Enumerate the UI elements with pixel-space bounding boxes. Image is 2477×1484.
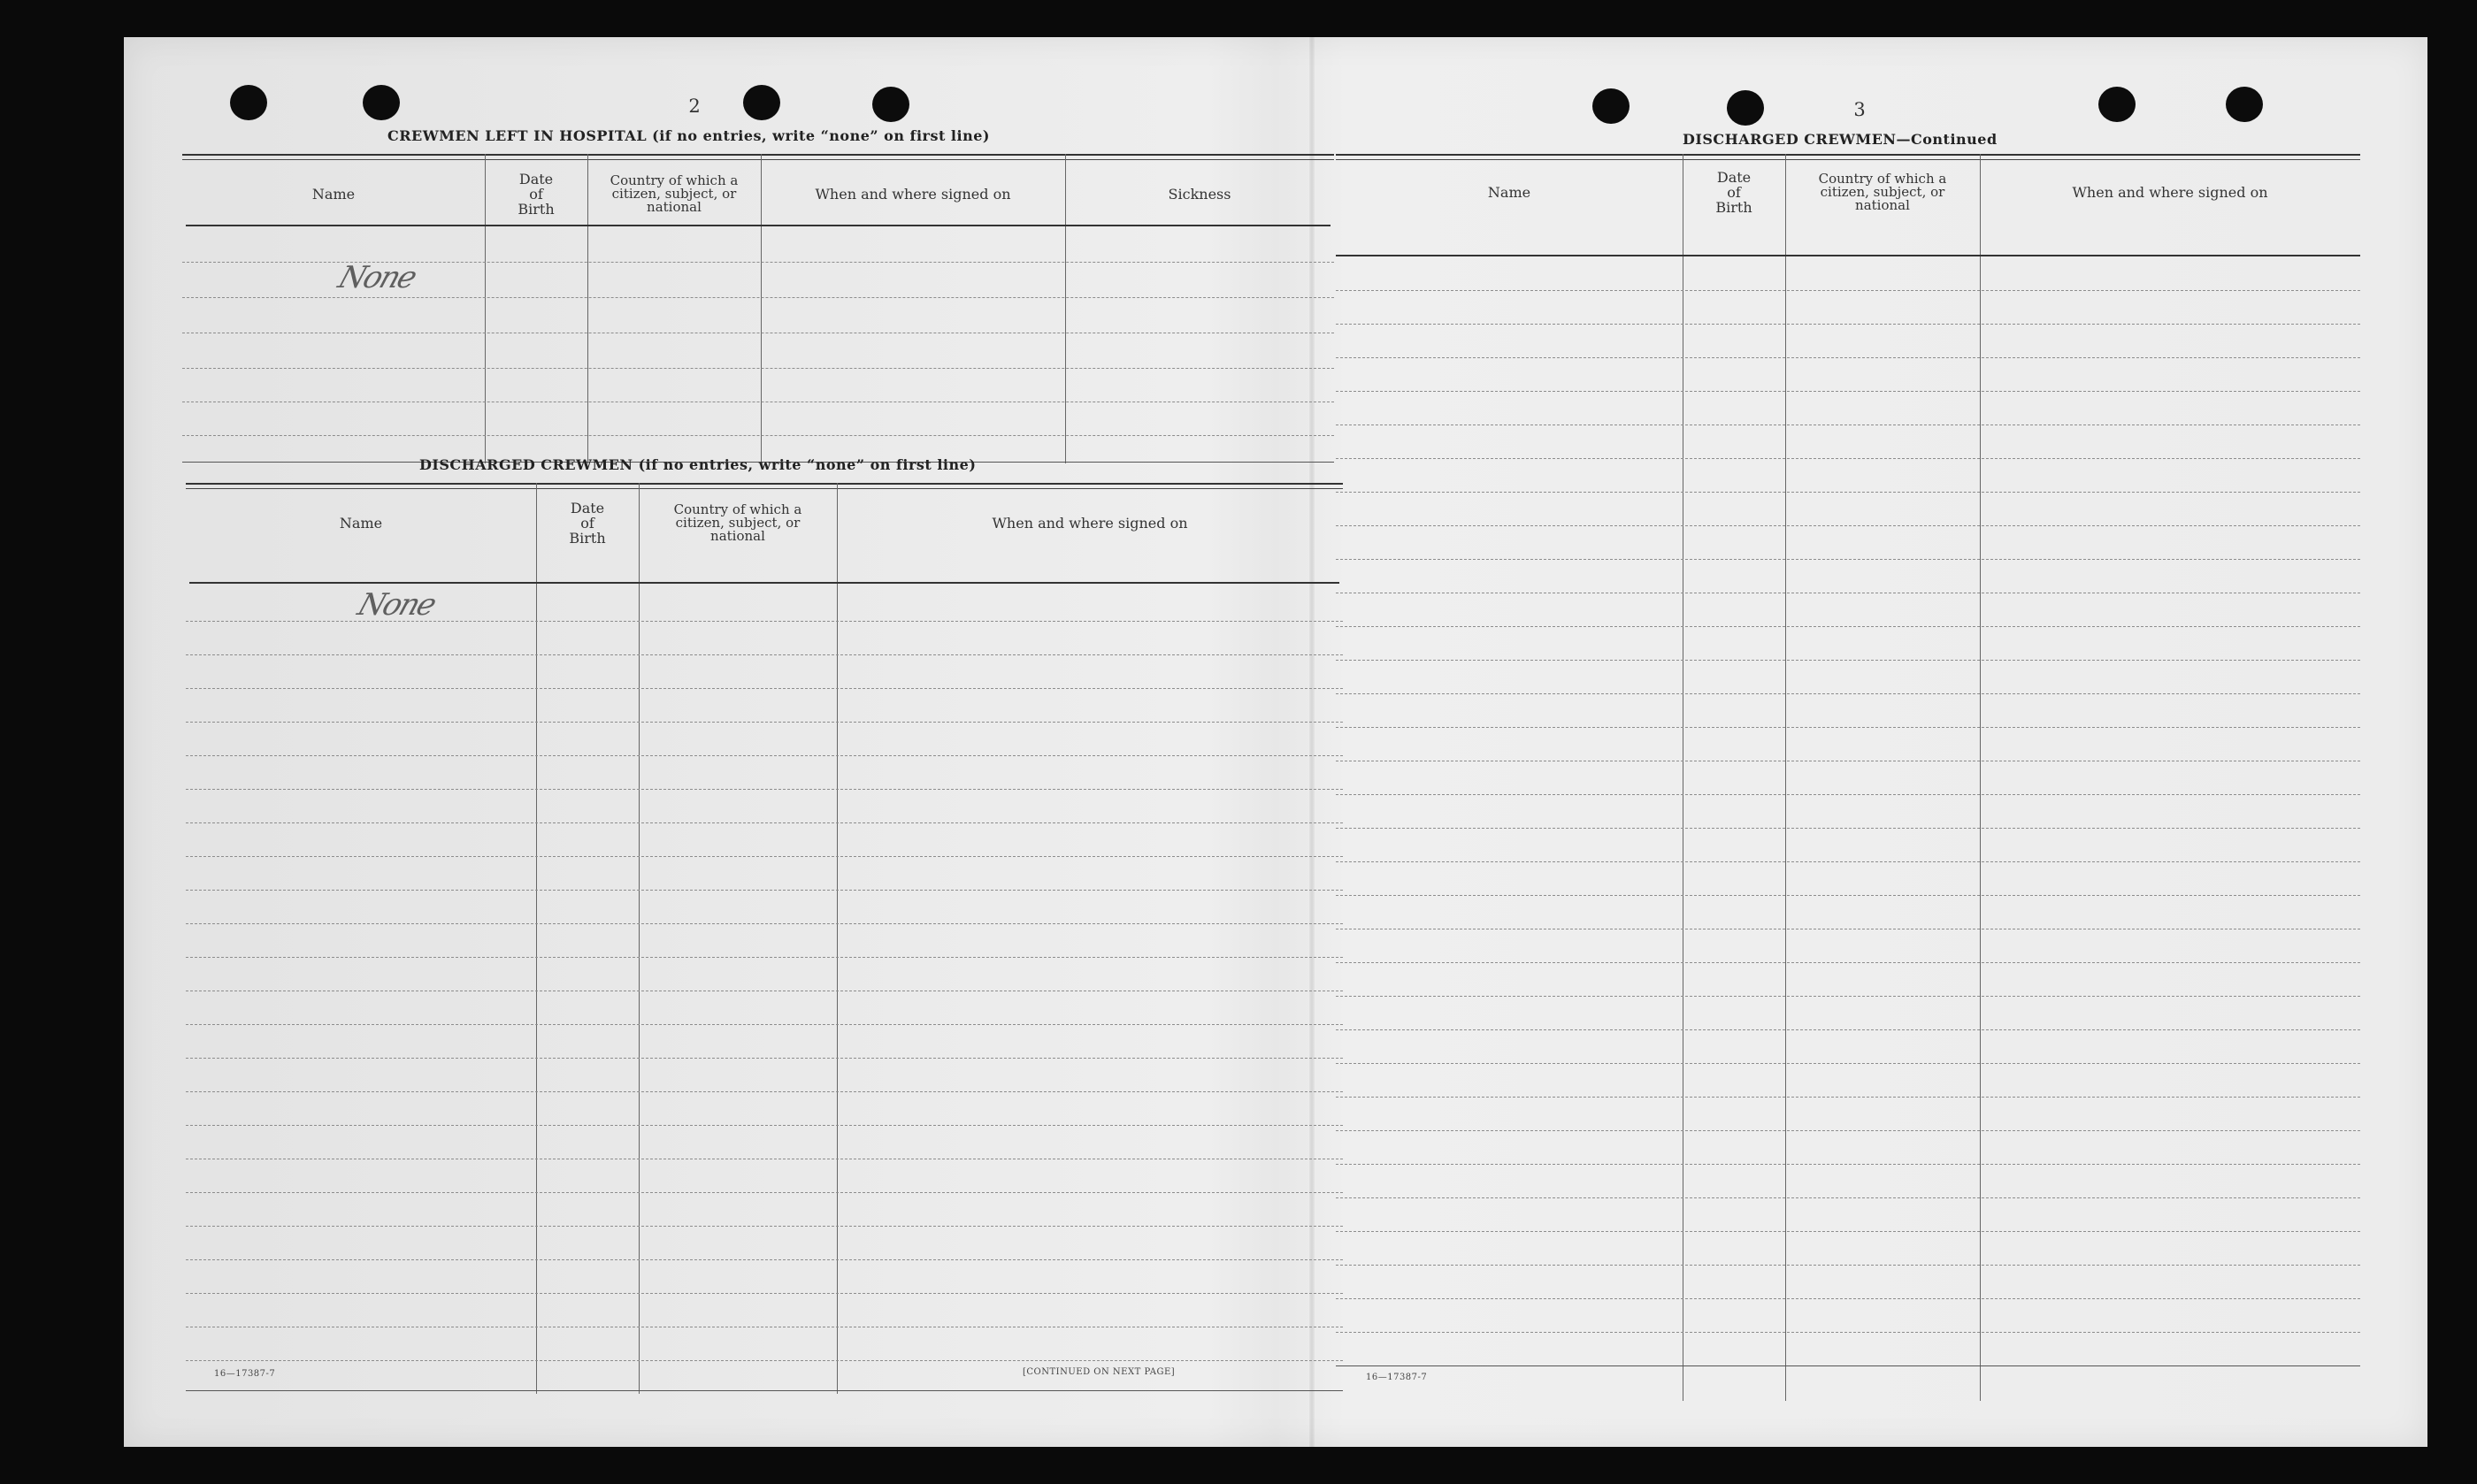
table-row — [1336, 357, 2360, 358]
table-row — [1336, 1063, 2360, 1064]
table-row — [1336, 727, 2360, 728]
table-row — [186, 890, 1343, 891]
table-row — [186, 789, 1343, 790]
hospital-table — [182, 154, 1334, 463]
table-row — [1336, 290, 2360, 291]
punch-hole-8 — [2226, 87, 2263, 122]
form-number-right: 16—17387-7 — [1366, 1373, 1428, 1382]
table-row — [186, 856, 1343, 857]
discharged-continued-table — [1336, 154, 2360, 1401]
col-header-when-where: When and where signed on — [992, 514, 1188, 532]
continued-note: [CONTINUED ON NEXT PAGE] — [1023, 1367, 1176, 1377]
table-row — [1336, 1332, 2360, 1333]
table-row — [186, 1125, 1343, 1126]
discharged-table — [186, 483, 1343, 1394]
table-row — [1336, 391, 2360, 392]
col-header-name: Name — [1487, 183, 1531, 201]
table-row — [182, 368, 1334, 369]
col-header-when-where: When and where signed on — [2072, 183, 2268, 201]
punch-hole-2 — [363, 85, 400, 120]
table-row — [1336, 1097, 2360, 1098]
table-row — [186, 1024, 1343, 1025]
col-header-name: Name — [339, 514, 383, 532]
col-header-country: Country of which a citizen, subject, or national — [1818, 170, 1947, 213]
col-header-country: Country of which a citizen, subject, or national — [673, 501, 802, 544]
punch-hole-6 — [1727, 90, 1764, 126]
table-row — [1336, 492, 2360, 493]
punch-hole-5 — [1592, 88, 1630, 124]
table-bottom-rule — [186, 1390, 1343, 1391]
col-header-name: Name — [311, 185, 356, 203]
continued-rows — [1336, 255, 2360, 1401]
col-header-date-of-birth: Date of Birth — [518, 170, 555, 218]
table-row — [186, 822, 1343, 823]
table-row — [186, 654, 1343, 655]
discharged-rows — [186, 582, 1343, 1394]
table-row — [182, 297, 1334, 298]
table-row — [1336, 693, 2360, 694]
table-row — [186, 1259, 1343, 1260]
table-row — [186, 755, 1343, 756]
form-number-left: 16—17387-7 — [214, 1369, 276, 1379]
discharged-section-title: DISCHARGED CREWMEN (if no entries, write “none” on first line) — [419, 456, 977, 473]
punch-hole-4 — [872, 87, 909, 122]
col-header-when-where: When and where signed on — [815, 185, 1011, 203]
table-row — [186, 1058, 1343, 1059]
col-header-date-of-birth: Date of Birth — [569, 499, 606, 547]
table-row — [1336, 962, 2360, 963]
handwritten-none-entry: None — [334, 260, 420, 295]
table-row — [1336, 1029, 2360, 1030]
table-row — [186, 688, 1343, 689]
table-row — [182, 435, 1334, 436]
table-row — [186, 1192, 1343, 1193]
table-row — [1336, 895, 2360, 896]
table-row — [186, 957, 1343, 958]
table-row — [1336, 1197, 2360, 1198]
page-number-left: 2 — [688, 96, 701, 117]
table-row — [186, 923, 1343, 924]
punch-hole-1 — [230, 85, 267, 120]
table-row — [1336, 660, 2360, 661]
handwritten-none-entry: None — [353, 587, 440, 623]
table-row — [1336, 1164, 2360, 1165]
table-bottom-rule — [1336, 1365, 2360, 1366]
table-row — [1336, 324, 2360, 325]
punch-hole-7 — [2098, 87, 2136, 122]
table-row — [1336, 1130, 2360, 1131]
table-row — [1336, 828, 2360, 829]
punch-hole-3 — [743, 85, 780, 120]
document-sheet — [124, 37, 2427, 1447]
table-row — [1336, 1231, 2360, 1232]
table-row — [1336, 794, 2360, 795]
col-header-sickness: Sickness — [1168, 185, 1231, 203]
right-section-title: DISCHARGED CREWMEN—Continued — [1683, 131, 1998, 148]
table-row — [1336, 1265, 2360, 1266]
table-row — [186, 1360, 1343, 1361]
table-row — [186, 1091, 1343, 1092]
table-row — [1336, 458, 2360, 459]
table-row — [186, 722, 1343, 723]
table-row — [186, 1293, 1343, 1294]
col-header-date-of-birth: Date of Birth — [1715, 168, 1752, 216]
col-header-country: Country of which a citizen, subject, or national — [610, 172, 739, 215]
page-number-right: 3 — [1853, 99, 1866, 120]
table-row — [1336, 861, 2360, 862]
table-row — [1336, 525, 2360, 526]
table-row — [1336, 996, 2360, 997]
hospital-section-title: CREWMEN LEFT IN HOSPITAL (if no entries, write “none” on first line) — [387, 127, 990, 144]
table-row — [1336, 559, 2360, 560]
table-row — [1336, 626, 2360, 627]
table-row — [1336, 1298, 2360, 1299]
table-row — [186, 1226, 1343, 1227]
